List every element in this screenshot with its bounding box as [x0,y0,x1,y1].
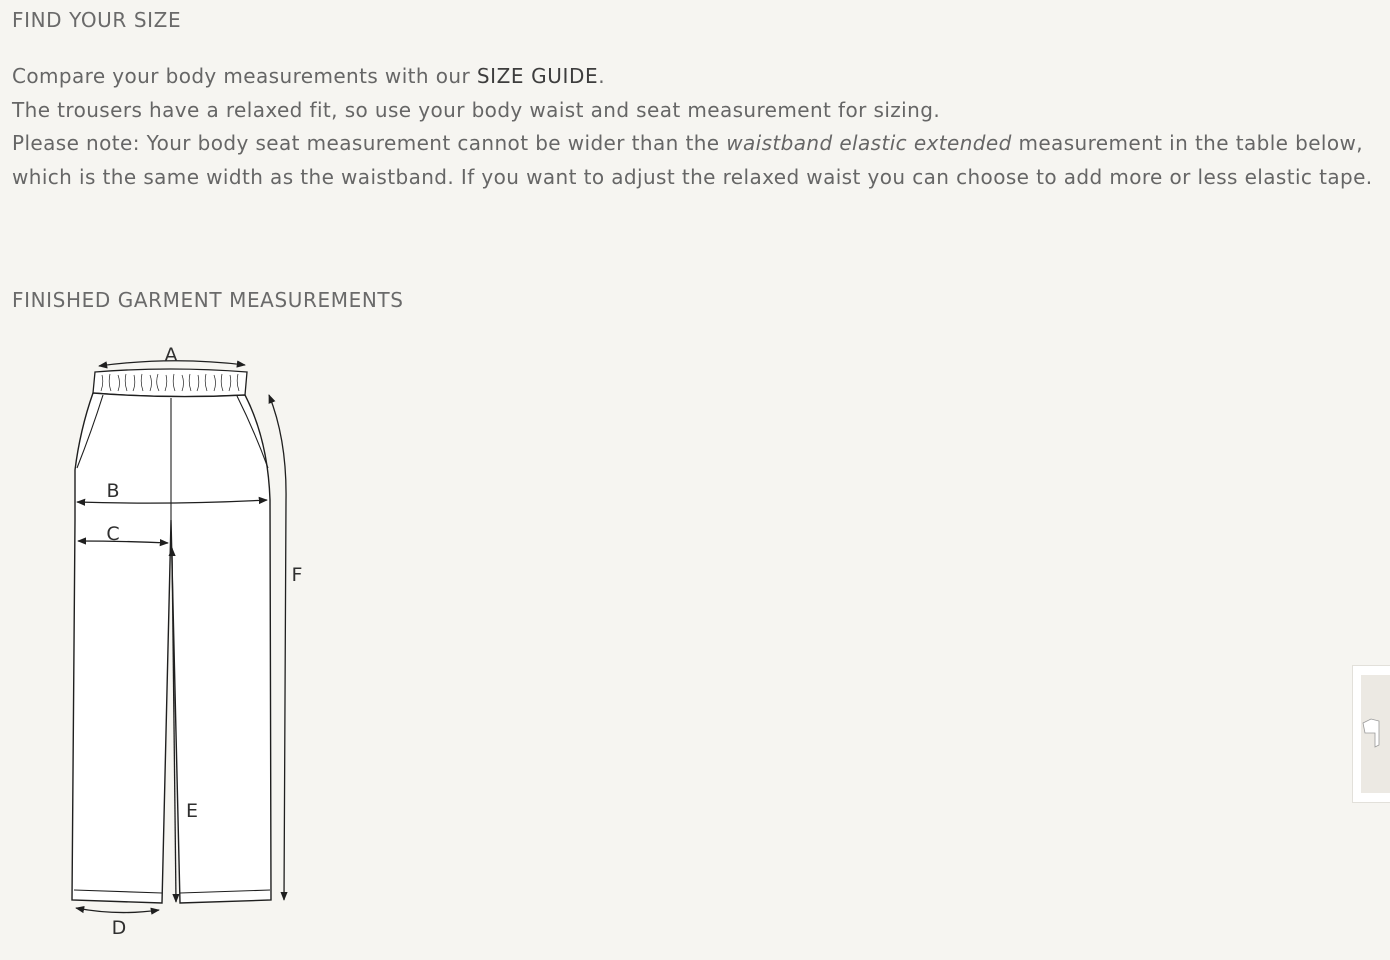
label-d: D [111,917,127,939]
find-your-size-heading: FIND YOUR SIZE [12,8,182,32]
trousers-diagram [60,330,330,950]
label-a: A [164,344,178,366]
waistband-elastic-term: waistband elastic extended [726,131,1012,156]
label-e: E [185,800,199,822]
finished-measurements-heading: FINISHED GARMENT MEASUREMENTS [12,288,404,312]
note-paragraph [12,127,1382,194]
side-product-thumbnail[interactable] [1352,665,1390,803]
note-text-start: Please note: Your body seat measurement cannot be wider than the [12,131,727,156]
arrow-d [76,908,159,913]
garment-thumbnail-icon [1361,675,1390,793]
label-b: B [106,480,120,502]
sizing-intro [12,60,1382,195]
thumbnail-image [1361,675,1390,793]
compare-text: Compare your body measurements with our [12,64,477,88]
label-f: F [291,564,303,586]
trousers-measurement-diagram [60,330,330,950]
relaxed-fit-line: The trousers have a relaxed fit, so use your body waist and seat measurement for sizing. [12,97,941,122]
size-guide-link[interactable]: SIZE GUIDE [476,64,599,88]
arrow-f [269,395,286,900]
note-text-end: measurement in the table below, which is the same width as the waistband. If you want to adjust the relaxed waist you can choose to add more or less elastic tape. [12,131,1373,190]
compare-period: . [598,64,605,88]
label-c: C [106,523,120,545]
compare-line [12,60,1382,94]
waistband [93,369,247,397]
